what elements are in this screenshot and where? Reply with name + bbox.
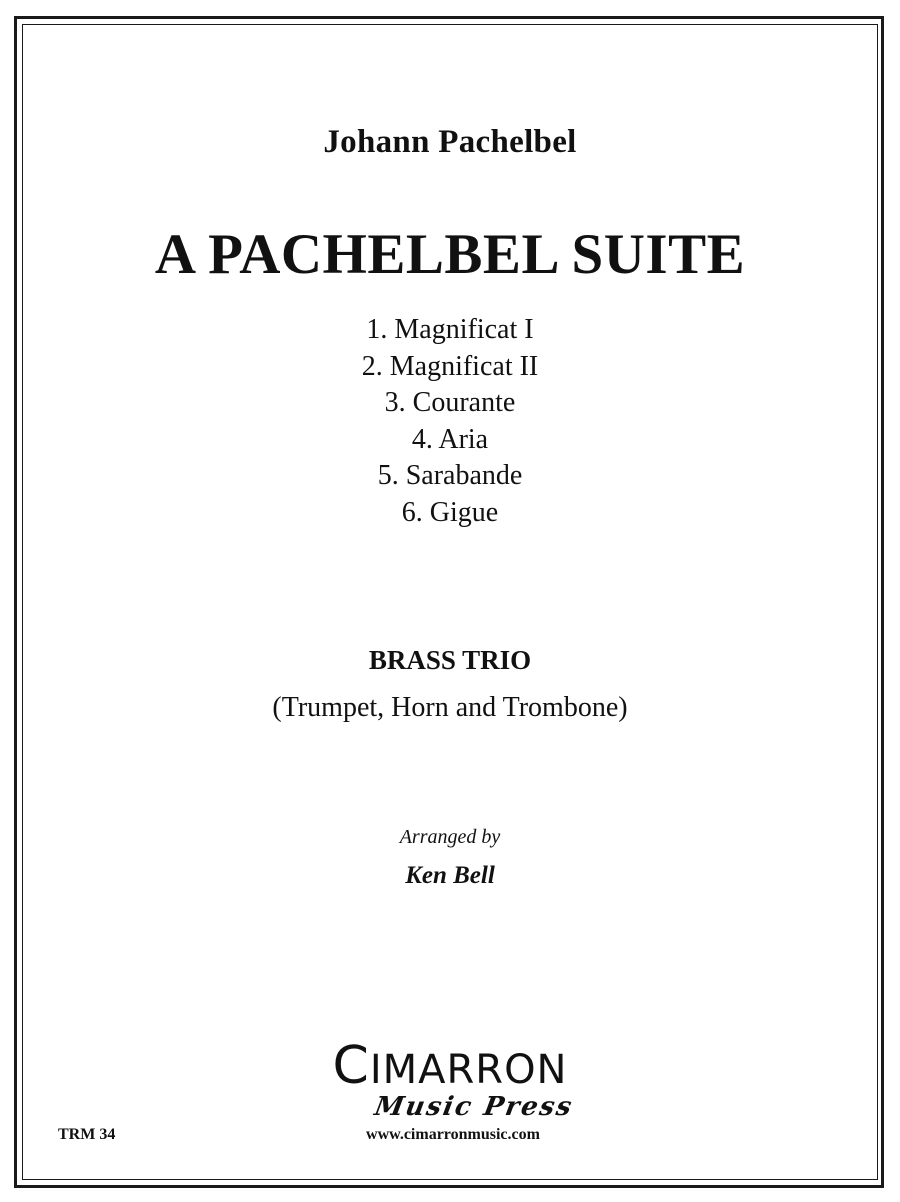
list-item: 1. Magnificat I [366,314,534,345]
composer-name: Johann Pachelbel [323,124,577,160]
ensemble-heading: BRASS TRIO [368,645,532,675]
catalog-number: TRM 34 [58,1126,116,1143]
movement-list [0,312,900,531]
list-item: 2. Magnificat II [361,350,539,382]
list-item: 4. Aria [411,423,489,455]
publisher-name-initial: C [332,1036,370,1096]
publisher-name-rest: IMARRON [369,1047,568,1093]
list-item: 5. Sarabande [377,460,523,491]
instrumentation-text: (Trumpet, Horn and Trombone) [272,692,628,723]
arranged-by-label: Arranged by [399,826,501,848]
publisher-name [300,1036,600,1096]
list-item: 3. Courante [384,387,516,418]
publisher-website: www.cimarronmusic.com [366,1126,540,1143]
page-title: A PACHELBEL SUITE [154,223,746,286]
page-border-inner [22,24,878,1180]
list-item: 6. Gigue [401,496,499,528]
arranger-name: Ken Bell [405,862,495,889]
publisher-logo [300,1036,600,1122]
publisher-subtitle: Music Press [372,1092,576,1122]
